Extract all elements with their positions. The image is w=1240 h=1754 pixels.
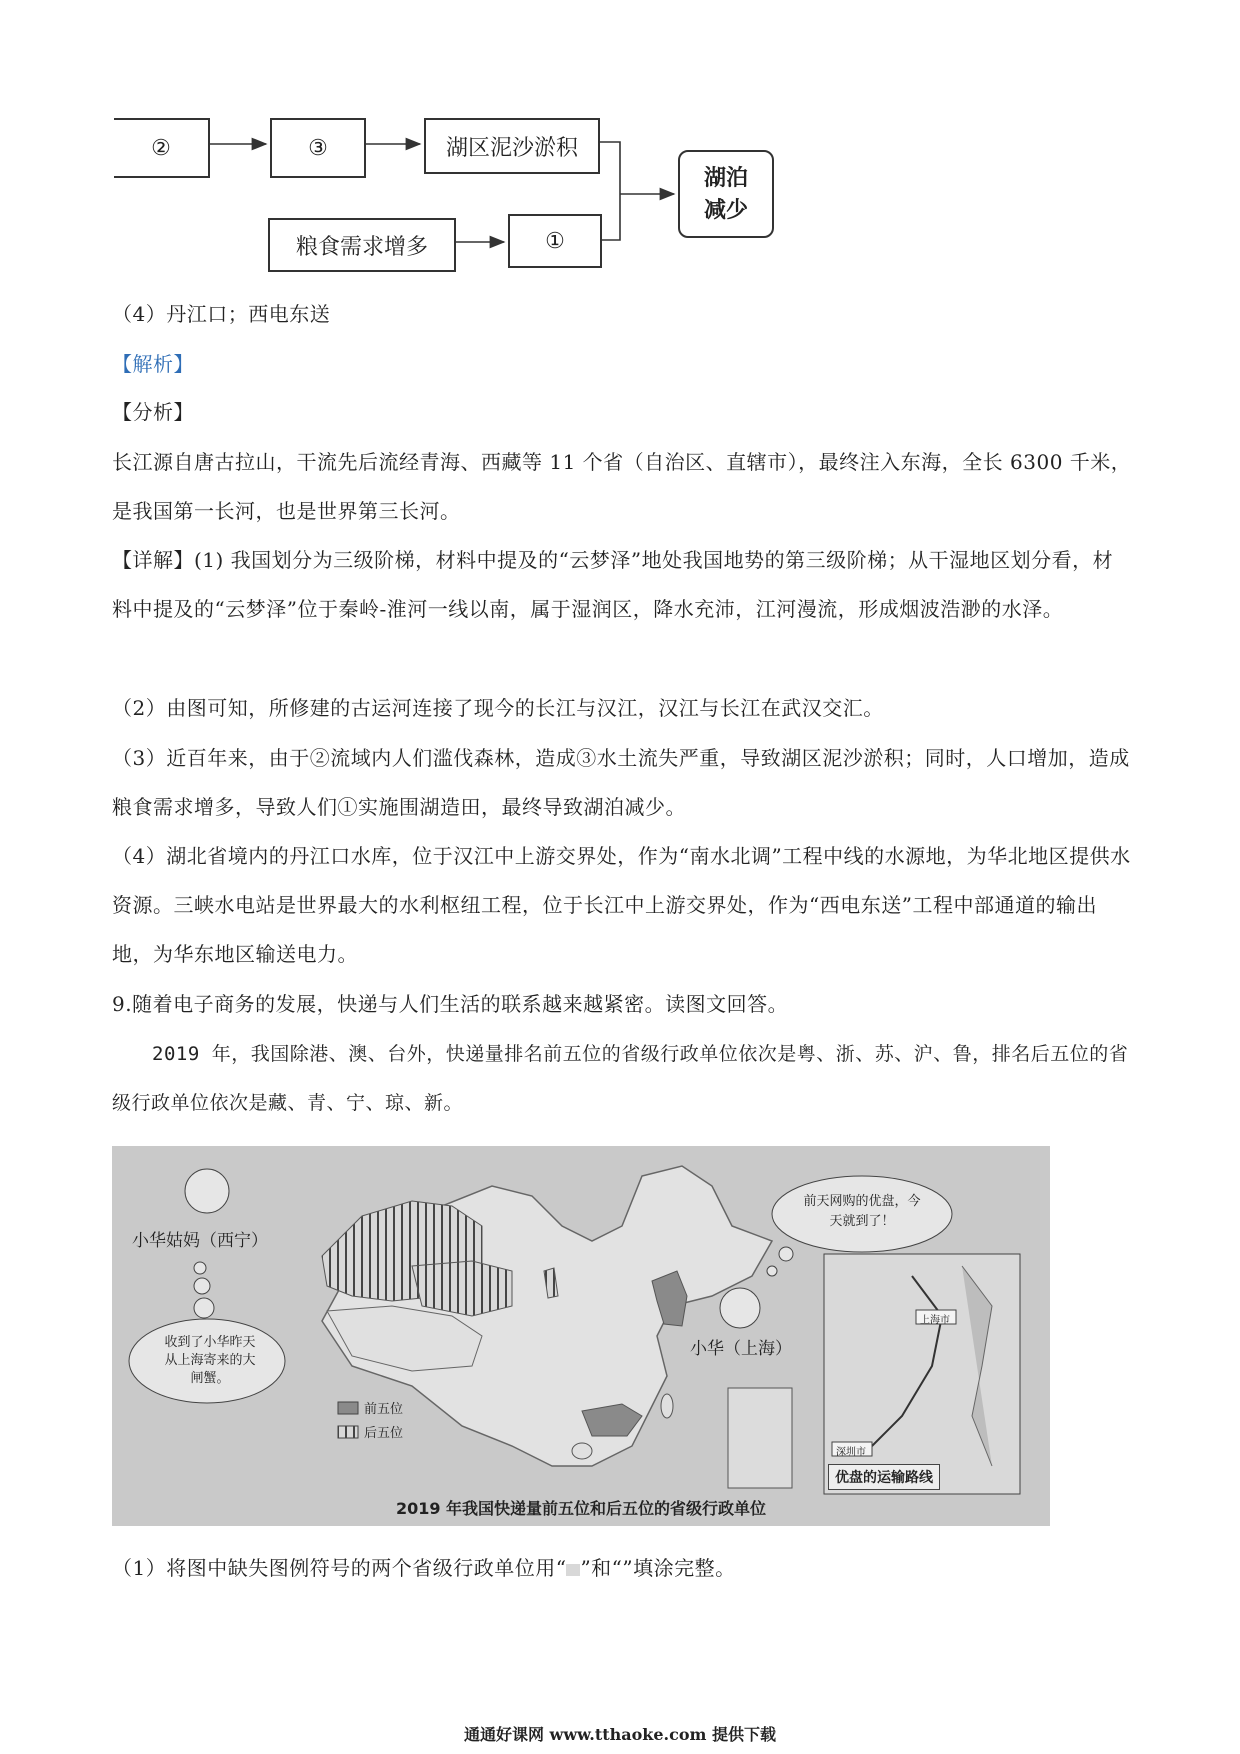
inset-caption: 优盘的运输路线 <box>828 1464 940 1490</box>
page-footer: 通通好课网 www.tthaoke.com 提供下载 <box>463 1725 777 1744</box>
xiaohua-bubble-text: 前天网购的优盘，今天就到了！ <box>803 1194 921 1229</box>
flow-box-1-label: ① <box>545 228 565 254</box>
flow-box-3-label: ③ <box>308 135 328 161</box>
legend-top5-label: 前五位 <box>364 1402 404 1417</box>
flow-box-siltation-label: 湖区泥沙淤积 <box>445 135 578 161</box>
south-china-sea-inset <box>728 1388 792 1488</box>
question-9-1-part-a: （1）将图中缺失图例符号的两个省级行政单位用“ <box>112 1556 567 1580</box>
legend-bottom5-label: 后五位 <box>364 1426 404 1441</box>
detail-2: （2）由图可知，所修建的古运河连接了现今的长江与汉江，汉江与长江在武汉交汇。 <box>112 696 884 720</box>
detail-3: （3）近百年来，由于②流域内人们滥伐森林，造成③水土流失严重，导致湖区泥沙淤积；同时，人口增加，造成粮食需求增多，导致人们①实施围湖造田，最终导致湖泊减少。 <box>112 746 1130 819</box>
fenxi-text: 长江源自唐古拉山，干流先后流经青海、西藏等 11 个省（自治区、直辖市），最终注入东海，全长 6300 千米，是我国第一长河，也是世界第三长河。 <box>112 450 1132 523</box>
hainan-island <box>572 1443 592 1459</box>
answer-4: （4）丹江口；西电东送 <box>112 302 331 326</box>
aunt-bubble-text: 收到了小华昨天从上海寄来的大闸蟹。 <box>164 1335 256 1386</box>
legend-bottom5-swatch <box>338 1426 358 1438</box>
connector-siltation <box>598 142 620 240</box>
express-map-figure <box>112 1146 1050 1526</box>
legend-top5-swatch <box>338 1402 358 1414</box>
taiwan-island <box>661 1394 673 1418</box>
aunt-face <box>185 1169 229 1213</box>
legend-swatch-grey-inline <box>566 1564 580 1576</box>
flow-box-grain-demand-label: 粮食需求增多 <box>295 234 428 260</box>
inset-shanghai-label: 上海市 <box>920 1315 950 1326</box>
flow-connectors <box>0 0 800 300</box>
analysis-heading <box>112 340 1132 389</box>
figure-caption: 2019 年我国快递量前五位和后五位的省级行政单位 <box>395 1499 767 1518</box>
question-9-material: 2019 年，我国除港、澳、台外，快递量排名前五位的省级行政单位依次是粤、浙、苏、沪、鲁，排名后五位的省级行政单位依次是藏、青、宁、琼、新。 <box>112 1043 1129 1114</box>
flow-box-2-label: ② <box>151 135 171 161</box>
analysis-heading-label: 【解析】 <box>112 352 194 376</box>
xiaohua-face <box>720 1288 760 1328</box>
inset-shenzhen-label: 深圳市 <box>836 1447 866 1458</box>
flow-box-lake-decrease-label: 湖泊减少 <box>703 165 748 223</box>
question-9: 9.随着电子商务的发展，快递与人们生活的联系越来越紧密。读图文回答。 <box>112 992 789 1016</box>
question-9-1 <box>112 1544 1132 1593</box>
fenxi-heading: 【分析】 <box>112 400 194 424</box>
detail-1: 【详解】(1) 我国划分为三级阶梯，材料中提及的“云梦泽”地处我国地势的第三级阶梯；从干湿地区划分看，材料中提及的“云梦泽”位于秦岭-淮河一线以南，属于湿润区，降水充沛，江河漫流，形成烟波浩渺的水泽。 <box>112 548 1114 621</box>
xiaohua-label: 小华（上海） <box>690 1339 792 1359</box>
aunt-label: 小华姑妈（西宁） <box>132 1231 268 1251</box>
detail-4: （4）湖北省境内的丹江口水库，位于汉江中上游交界处，作为“南水北调”工程中线的水源地，为华北地区提供水资源。三峡水电站是世界最大的水利枢纽工程，位于长江中上游交界处，作为“西电东送”工程中部通道的输出地，为华东地区输送电力。 <box>112 844 1131 966</box>
question-9-1-part-b: ”和“”填涂完整。 <box>580 1556 736 1580</box>
